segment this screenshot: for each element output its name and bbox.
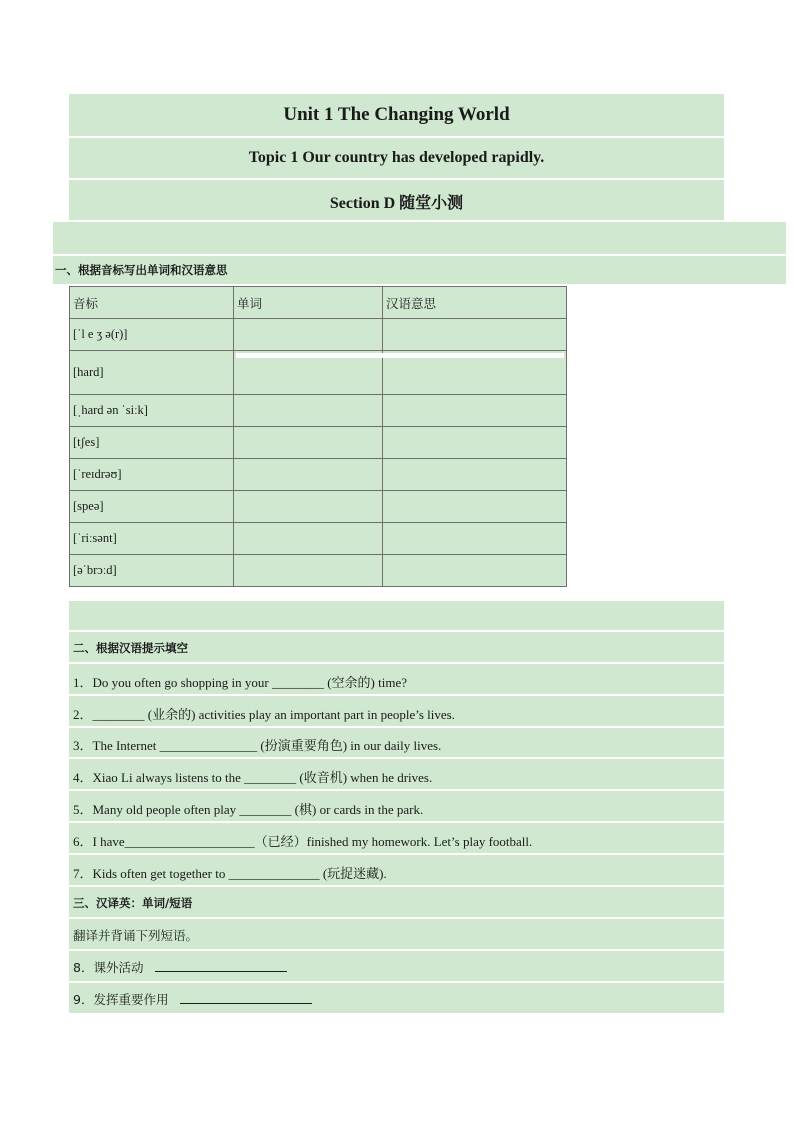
question-text: 课外活动 [93, 960, 144, 975]
meaning-answer-cell[interactable] [383, 459, 567, 491]
answer-blank[interactable] [155, 959, 287, 972]
word-answer-cell[interactable] [234, 395, 383, 427]
column-header-word: 单词 [234, 287, 383, 319]
translate-question-8 [73, 958, 287, 976]
phonetic-cell: [ˈreɪdrəʊ] [70, 459, 234, 491]
meaning-answer-cell[interactable] [383, 555, 567, 587]
word-answer-cell[interactable] [234, 459, 383, 491]
meaning-answer-cell[interactable] [383, 491, 567, 523]
phonetic-cell: [ˈl e ʒ ə(r)] [70, 319, 234, 351]
part1-heading: 一、根据音标写出单词和汉语意思 [55, 263, 228, 277]
table-header-row [70, 287, 567, 319]
meaning-answer-cell[interactable] [383, 395, 567, 427]
fill-question-6: 6．I have____________________（已经）finished my homework. Let’s play football. [73, 834, 533, 849]
question-number: 8． [73, 960, 94, 975]
question-text: 发挥重要作用 [93, 992, 169, 1007]
word-answer-cell[interactable] [234, 555, 383, 587]
word-answer-cell[interactable] [234, 523, 383, 555]
table-row [70, 555, 567, 587]
word-answer-cell[interactable] [234, 491, 383, 523]
table-row [70, 491, 567, 523]
phonetic-cell: [ˌhard ən ˈsiːk] [70, 395, 234, 427]
blank-band [53, 222, 786, 254]
column-header-phonetic: 音标 [70, 287, 234, 319]
fill-question-2: 2．________ (业余的) activities play an important part in people’s lives. [73, 707, 455, 722]
fill-question-3: 3．The Internet _______________ (扮演重要角色) in our daily lives. [73, 738, 442, 753]
phonetic-cell: [tʃes] [70, 427, 234, 459]
meaning-answer-cell[interactable] [383, 319, 567, 351]
table-row [70, 459, 567, 491]
phonetic-cell: [speə] [70, 491, 234, 523]
row-divider-strip [236, 353, 564, 358]
part3-heading: 三、汉译英：单词/短语 [73, 896, 193, 910]
translate-question-9 [73, 990, 312, 1008]
topic-title: Topic 1 Our country has developed rapidly. [248, 149, 545, 166]
meaning-answer-cell[interactable] [383, 427, 567, 459]
table-row [70, 319, 567, 351]
phonetic-cell: [hard] [70, 351, 234, 395]
fill-question-7: 7．Kids often get together to ______________ (玩捉迷藏). [73, 866, 387, 881]
part3-instruction: 翻译并背诵下列短语。 [73, 928, 199, 943]
phonetic-cell: [ˈriːsənt] [70, 523, 234, 555]
meaning-answer-cell[interactable] [383, 523, 567, 555]
question-number: 9． [73, 992, 94, 1007]
column-header-meaning: 汉语意思 [383, 287, 567, 319]
table-row [70, 523, 567, 555]
section-title: Section D 随堂小测 [329, 195, 464, 212]
word-answer-cell[interactable] [234, 427, 383, 459]
spacer-band [69, 601, 724, 630]
phonetic-cell: [əˈbrɔːd] [70, 555, 234, 587]
unit-title: Unit 1 The Changing World [283, 104, 510, 125]
answer-blank[interactable] [180, 991, 312, 1004]
fill-question-5: 5．Many old people often play ________ (棋) or cards in the park. [73, 802, 424, 817]
fill-question-1: 1．Do you often go shopping in your ________ (空余的) time? [73, 675, 407, 690]
table-row [70, 427, 567, 459]
part2-heading: 二、根据汉语提示填空 [73, 641, 188, 655]
phonetic-table [69, 286, 567, 587]
fill-question-4: 4．Xiao Li always listens to the ________ (收音机) when he drives. [73, 770, 433, 785]
word-answer-cell[interactable] [234, 319, 383, 351]
table-row [70, 395, 567, 427]
